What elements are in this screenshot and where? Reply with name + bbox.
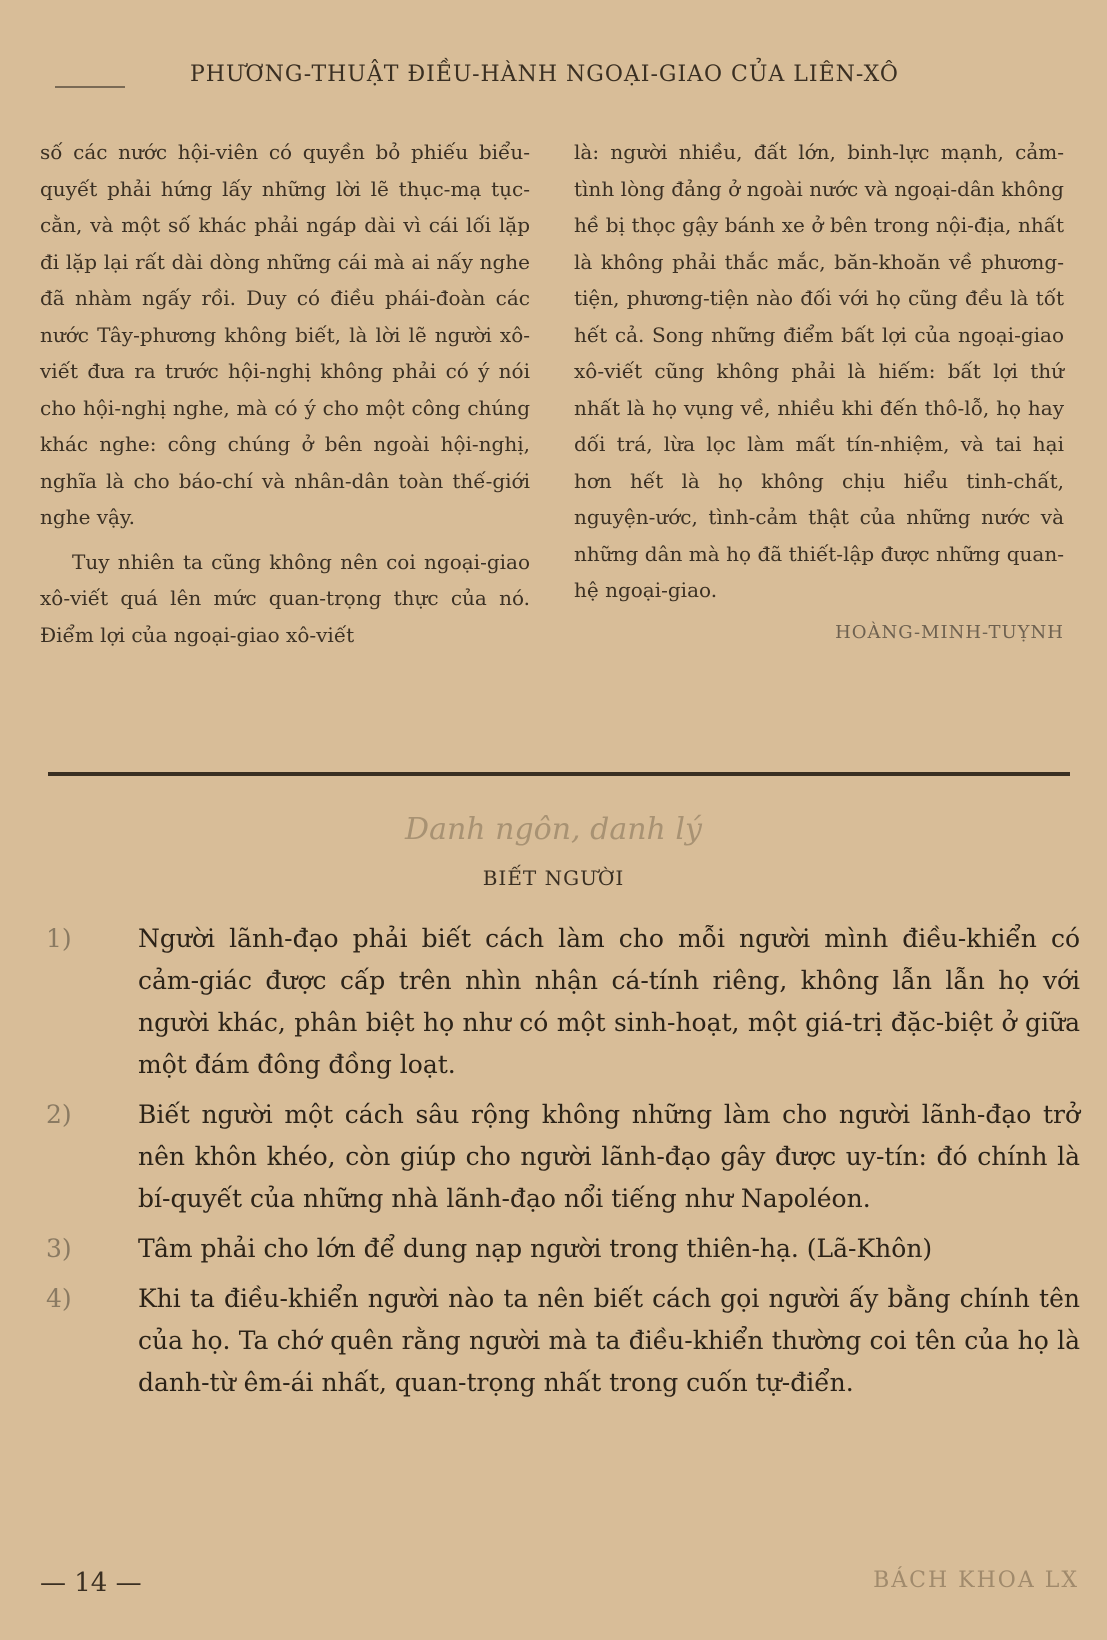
quote-item <box>40 1094 1080 1220</box>
header-rule <box>55 86 125 88</box>
quotes-section-subtitle: BIẾT NGƯỜI <box>482 866 625 890</box>
quote-text: Biết người một cách sâu rộng không những làm cho người lãnh-đạo trở nên khôn khéo, còn giúp cho người lãnh-đạo gây được uy-tín: đó chính là bí-quyết của những nhà lãnh-đạo nổi tiếng như Napoléon. <box>138 1100 1080 1213</box>
quotes-list <box>40 918 1080 1404</box>
article-paragraph: Tuy nhiên ta cũng không nên coi ngoại-giao xô-viết quá lên mức quan-trọng thực của nó. Điểm lợi của ngoại-giao xô-viết <box>40 549 530 647</box>
author-signature: HOÀNG-MINH-TUỴNH <box>835 621 1064 643</box>
page-number: — 14 — <box>40 1568 142 1598</box>
quote-item <box>40 1278 1080 1404</box>
quote-number: 1) <box>46 924 72 953</box>
section-divider <box>48 772 1070 776</box>
quotes-section-title: Danh ngôn, danh lý <box>405 812 702 847</box>
quote-text: Khi ta điều-khiển người nào ta nên biết cách gọi người ấy bằng chính tên của họ. Ta chớ quên rằng người mà ta điều-khiển thường coi tên của họ là danh-từ êm-ái nhất, quan-trọng nhất trong cuốn tự-điển. <box>138 1284 1080 1397</box>
quote-item <box>40 918 1080 1086</box>
quote-number: 3) <box>46 1234 72 1263</box>
article-paragraph: số các nước hội-viên có quyền bỏ phiếu biểu-quyết phải hứng lấy những lời lẽ thục-mạ tục-cằn, và một số khác phải ngáp dài vì cái lối lặp đi lặp lại rất dài dòng những cái mà ai nấy nghe đã nhàm ngấy rồi. Duy có điều phái-đoàn các nước Tây-phương không biết, là lời lẽ người xô-viết đưa ra trước hội-nghị không phải có ý nói cho hội-nghị nghe, mà có ý cho một công chúng khác nghe: công chúng ở bên ngoài hội-nghị, nghĩa là cho báo-chí và nhân-dân toàn thế-giới nghe vậy. <box>40 140 530 529</box>
quote-item <box>40 1228 1080 1270</box>
quote-number: 2) <box>46 1100 72 1129</box>
running-header: PHƯƠNG-THUẬT ĐIỀU-HÀNH NGOẠI-GIAO CỦA LIÊN-XÔ <box>190 62 899 87</box>
article-paragraph: là: người nhiều, đất lớn, binh-lực mạnh, cảm-tình lòng đảng ở ngoài nước và ngoại-dân không hề bị thọc gậy bánh xe ở bên trong nội-địa, nhất là không phải thắc mắc, băn-khoăn về phương-tiện, phương-tiện nào đối với họ cũng đều là tốt hết cả. Song những điểm bất lợi của ngoại-giao xô-viết cũng không phải là hiếm: bất lợi thứ nhất là họ vụng về, nhiều khi đến thô-lỗ, họ hay dối trá, lừa lọc làm mất tín-nhiệm, và tai hại hơn hết là họ không chịu hiểu tinh-chất, nguyện-ước, tình-cảm thật của những nước và những dân mà họ đã thiết-lập được những quan-hệ ngoại-giao. <box>574 140 1064 602</box>
quote-number: 4) <box>46 1284 72 1313</box>
quote-text: Người lãnh-đạo phải biết cách làm cho mỗi người mình điều-khiển có cảm-giác được cấp trên nhìn nhận cá-tính riêng, không lẫn lẫn họ với người khác, phân biệt họ như có một sinh-hoạt, một giá-trị đặc-biệt ở giữa một đám đông đồng loạt. <box>138 924 1080 1079</box>
magazine-name: BÁCH KHOA LX <box>873 1568 1079 1593</box>
article-left-column <box>40 134 530 653</box>
article-right-column <box>574 134 1064 651</box>
quote-text: Tâm phải cho lớn để dung nạp người trong thiên-hạ. (Lã-Khôn) <box>138 1234 933 1263</box>
